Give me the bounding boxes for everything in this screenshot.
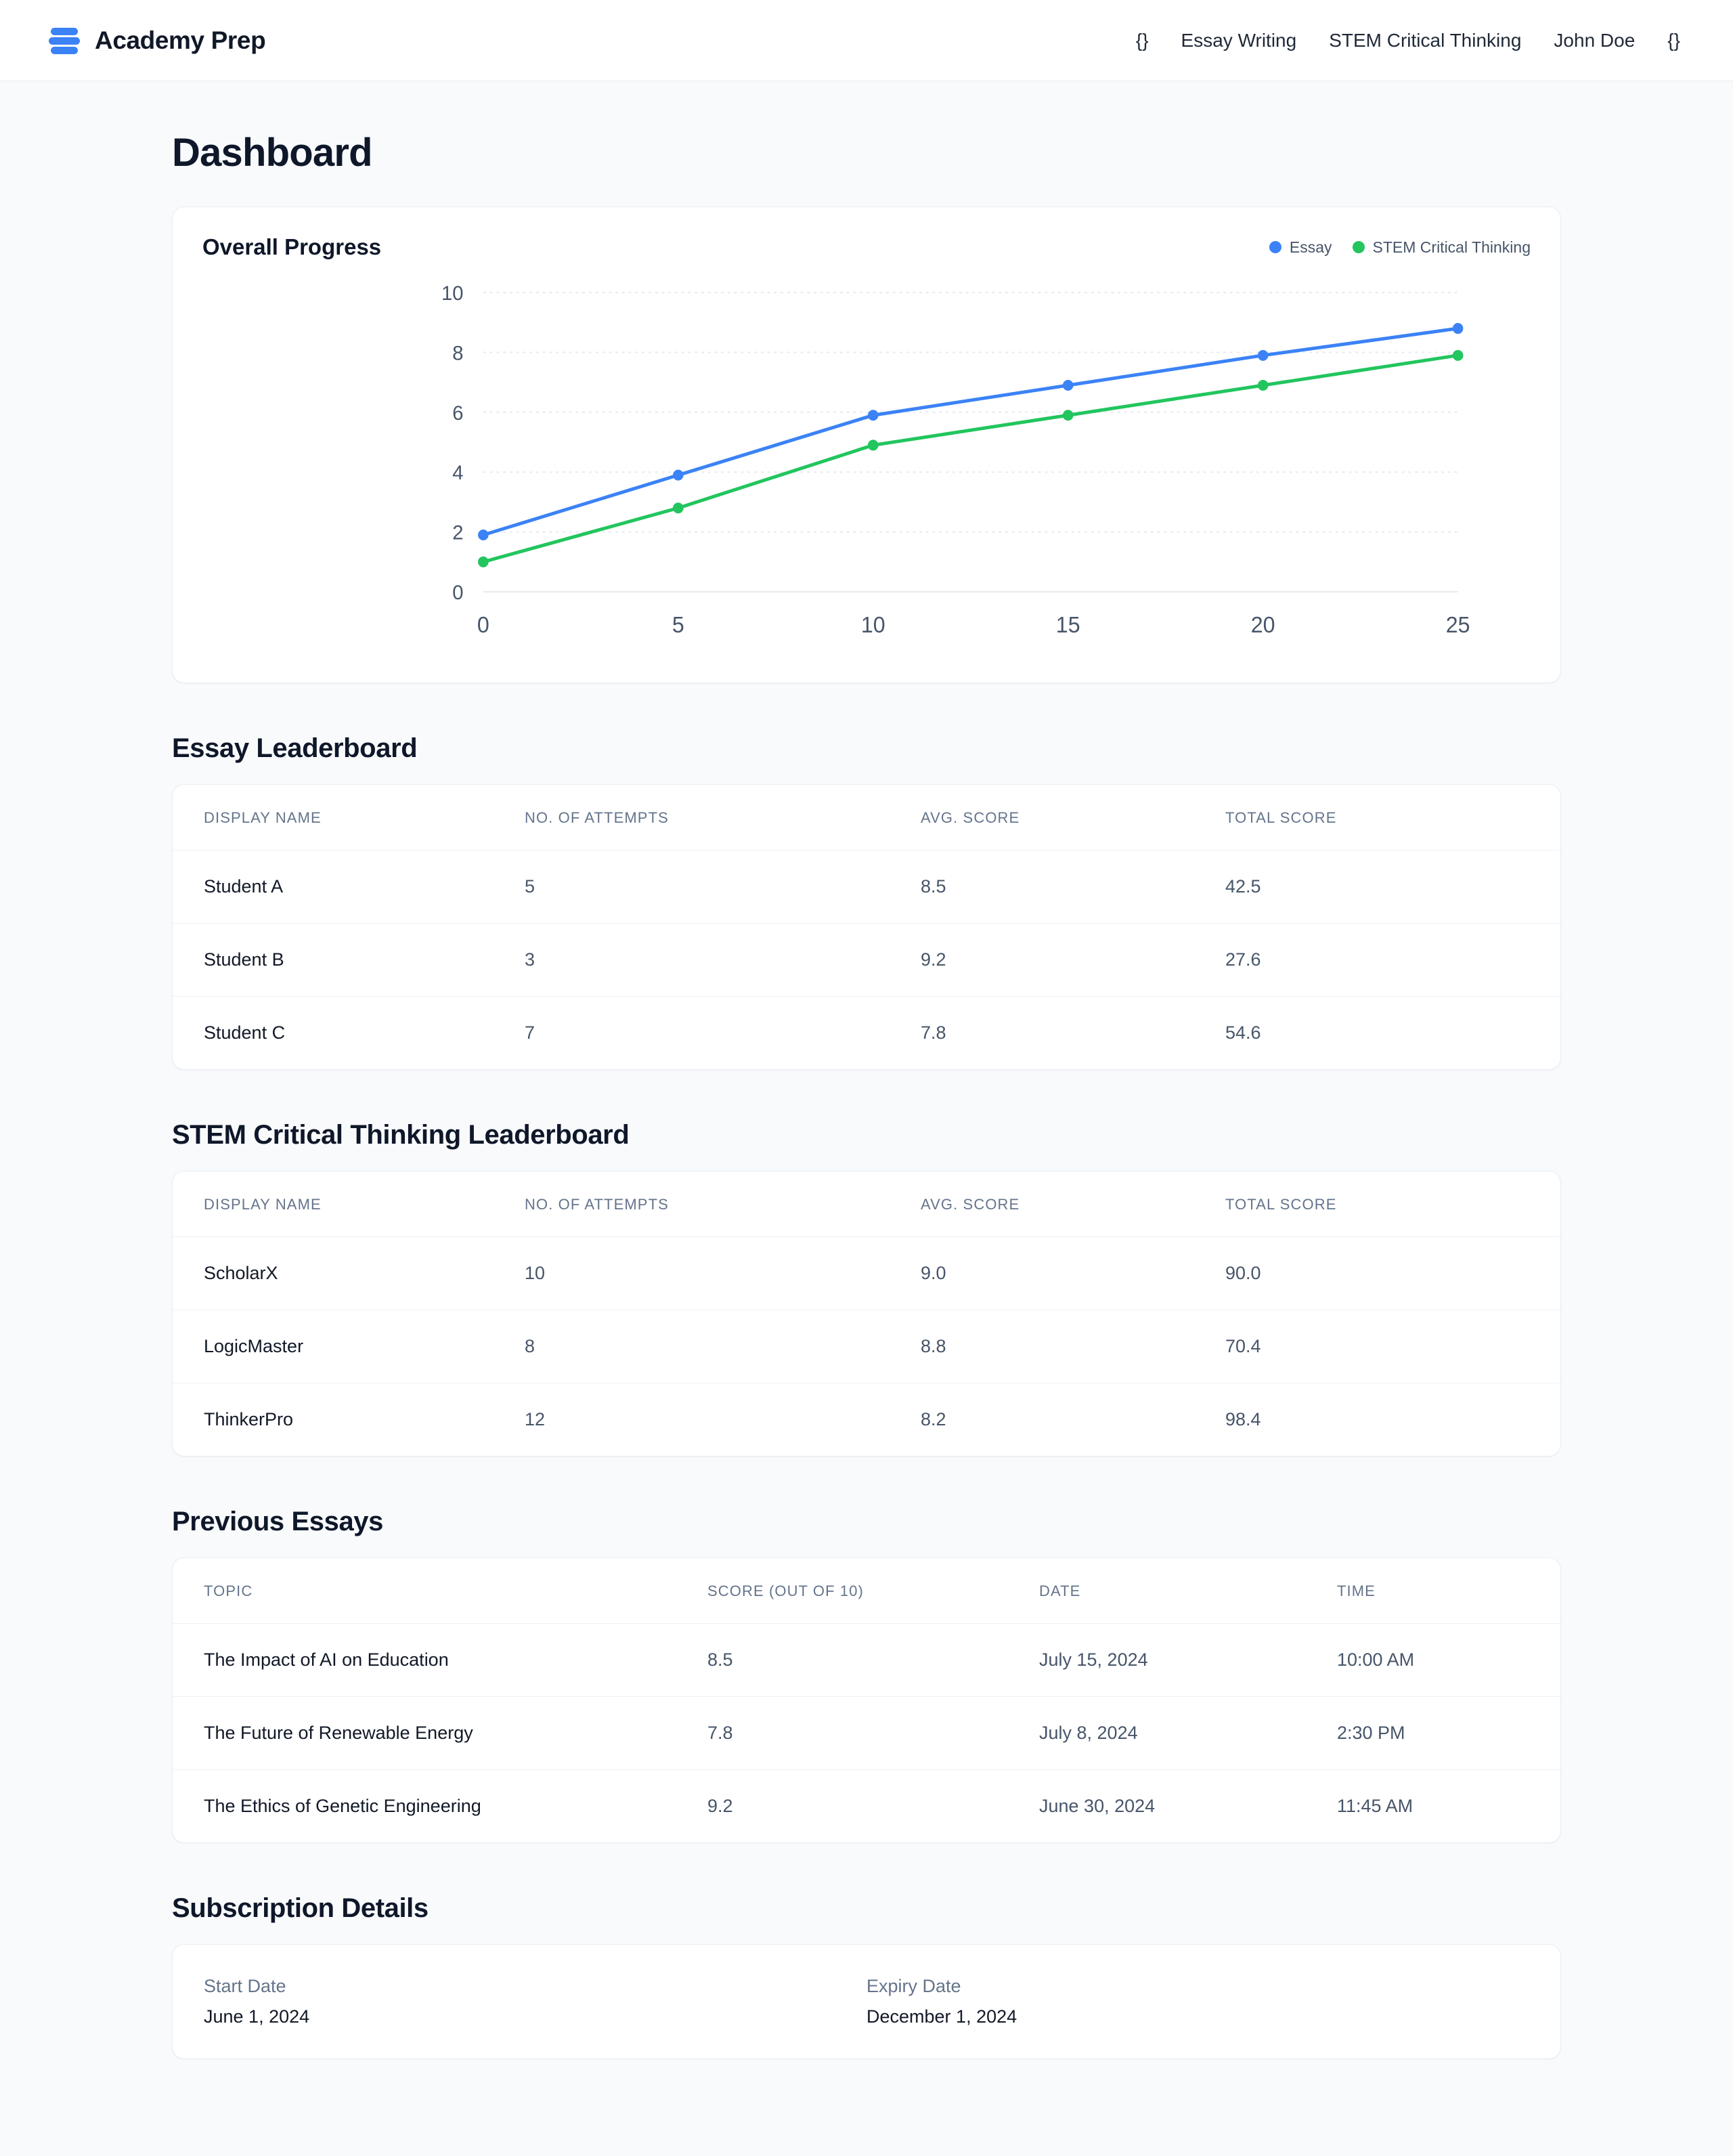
subscription-details-title: Subscription Details bbox=[172, 1893, 429, 1923]
table-header-row bbox=[173, 1558, 1560, 1624]
essay-leaderboard-card bbox=[172, 784, 1561, 1070]
subscription-expiry-value: December 1, 2024 bbox=[866, 2006, 1017, 2027]
cell-avg-score: 7.8 bbox=[921, 1022, 946, 1043]
cell-total-score: 27.6 bbox=[1225, 924, 1560, 997]
svg-text:4: 4 bbox=[452, 461, 464, 485]
cell-display-name: Student A bbox=[173, 850, 525, 924]
table-row bbox=[173, 1310, 1560, 1383]
cell-date: July 8, 2024 bbox=[1039, 1697, 1337, 1770]
table-row bbox=[173, 1697, 1560, 1770]
previous-essays-table bbox=[173, 1558, 1560, 1842]
top-navbar bbox=[0, 0, 1733, 81]
previous-essays-card bbox=[172, 1557, 1561, 1843]
column-header-display-name: DISPLAY NAME bbox=[173, 1171, 525, 1237]
table-header-row bbox=[173, 785, 1560, 850]
cell-topic: The Ethics of Genetic Engineering bbox=[204, 1796, 481, 1816]
cell-avg-score: 9.0 bbox=[921, 1237, 1225, 1310]
cell-display-name: Student C bbox=[204, 1022, 286, 1043]
column-header-avg-score: AVG. SCORE bbox=[921, 1171, 1225, 1237]
cell-date: July 15, 2024 bbox=[1039, 1624, 1337, 1697]
cell-attempts: 8 bbox=[525, 1310, 921, 1383]
cell-attempts: 12 bbox=[525, 1409, 546, 1429]
subscription-expiry-label: Expiry Date bbox=[866, 1976, 961, 1996]
cell-attempts: 3 bbox=[525, 924, 921, 997]
svg-text:0: 0 bbox=[452, 581, 464, 605]
chart-header bbox=[202, 234, 1531, 260]
column-header-total-score: TOTAL SCORE bbox=[1225, 1171, 1560, 1237]
cell-avg-score: 9.2 bbox=[921, 924, 1225, 997]
table-row bbox=[173, 850, 1560, 924]
column-header-topic: TOPIC bbox=[173, 1558, 707, 1624]
svg-text:10: 10 bbox=[860, 611, 885, 638]
legend-label-stem: STEM Critical Thinking bbox=[1372, 238, 1531, 256]
legend-label-essay: Essay bbox=[1289, 238, 1332, 256]
cell-display-name: ThinkerPro bbox=[204, 1409, 294, 1429]
cell-display-name: LogicMaster bbox=[173, 1310, 525, 1383]
nav-item-essay-writing[interactable]: Essay Writing bbox=[1181, 29, 1297, 51]
column-header-total-score: TOTAL SCORE bbox=[1225, 785, 1560, 850]
subscription-details-card bbox=[172, 1944, 1561, 2059]
nav-item-stem-critical-thinking[interactable]: STEM Critical Thinking bbox=[1329, 29, 1522, 51]
svg-text:6: 6 bbox=[452, 402, 464, 425]
cell-total-score: 98.4 bbox=[1225, 1409, 1261, 1429]
cell-avg-score: 8.5 bbox=[921, 850, 1225, 924]
svg-text:5: 5 bbox=[672, 611, 684, 638]
table-row bbox=[173, 924, 1560, 997]
svg-text:0: 0 bbox=[477, 611, 489, 638]
subscription-start-field bbox=[204, 1976, 866, 2027]
column-header-display-name: DISPLAY NAME bbox=[173, 785, 525, 850]
table-row bbox=[173, 1237, 1560, 1310]
previous-essays-title: Previous Essays bbox=[172, 1507, 383, 1536]
table-row bbox=[173, 1383, 1560, 1457]
table-row bbox=[173, 1624, 1560, 1697]
cell-score: 7.8 bbox=[707, 1697, 1039, 1770]
chart-legend bbox=[1269, 238, 1531, 257]
legend-dot-stem bbox=[1353, 241, 1365, 253]
subscription-start-value: June 1, 2024 bbox=[204, 2006, 310, 2027]
cell-attempts: 10 bbox=[525, 1237, 921, 1310]
svg-text:20: 20 bbox=[1250, 611, 1275, 638]
cell-score: 8.5 bbox=[707, 1624, 1039, 1697]
essay-leaderboard-title: Essay Leaderboard bbox=[172, 733, 418, 763]
cell-avg-score: 8.2 bbox=[921, 1409, 946, 1429]
cell-attempts: 7 bbox=[525, 1022, 535, 1043]
cell-time: 2:30 PM bbox=[1337, 1697, 1560, 1770]
cell-time: 11:45 AM bbox=[1337, 1796, 1413, 1816]
column-header-attempts: NO. OF ATTEMPTS bbox=[525, 785, 921, 850]
legend-dot-essay bbox=[1269, 241, 1281, 253]
column-header-time: TIME bbox=[1337, 1558, 1560, 1624]
stem-leaderboard-table bbox=[173, 1171, 1560, 1456]
essay-leaderboard-table bbox=[173, 785, 1560, 1069]
cell-total-score: 54.6 bbox=[1225, 1022, 1261, 1043]
cell-topic: The Future of Renewable Energy bbox=[173, 1697, 707, 1770]
svg-text:2: 2 bbox=[452, 521, 464, 544]
chart-svg bbox=[202, 274, 1531, 660]
page-title: Dashboard bbox=[172, 131, 372, 175]
column-header-score: SCORE (OUT OF 10) bbox=[707, 1558, 1039, 1624]
overall-progress-card bbox=[172, 207, 1561, 683]
cell-time: 10:00 AM bbox=[1337, 1624, 1560, 1697]
cell-score: 9.2 bbox=[707, 1796, 733, 1816]
table-row bbox=[173, 1770, 1560, 1843]
brand-title: Academy Prep bbox=[95, 26, 266, 54]
table-row bbox=[173, 997, 1560, 1070]
user-menu[interactable]: John Doe bbox=[1554, 29, 1636, 51]
cell-date: June 30, 2024 bbox=[1039, 1796, 1156, 1816]
cell-display-name: ScholarX bbox=[173, 1237, 525, 1310]
legend-item-essay bbox=[1269, 238, 1332, 257]
progress-line-chart bbox=[202, 274, 1531, 660]
cell-topic: The Impact of AI on Education bbox=[173, 1624, 707, 1697]
svg-text:25: 25 bbox=[1445, 611, 1470, 638]
cell-total-score: 42.5 bbox=[1225, 850, 1560, 924]
table-header-row bbox=[173, 1171, 1560, 1237]
chart-title: Overall Progress bbox=[202, 234, 382, 259]
svg-text:15: 15 bbox=[1055, 611, 1080, 638]
stem-leaderboard-title: STEM Critical Thinking Leaderboard bbox=[172, 1120, 630, 1150]
nav-links bbox=[1136, 30, 1701, 51]
svg-text:10: 10 bbox=[441, 282, 464, 305]
cell-attempts: 5 bbox=[525, 850, 921, 924]
code-braces-icon-left[interactable]: {} bbox=[1135, 29, 1149, 51]
academy-logo-icon bbox=[49, 25, 80, 56]
cell-total-score: 70.4 bbox=[1225, 1310, 1560, 1383]
code-braces-icon-right[interactable]: {} bbox=[1667, 29, 1680, 51]
subscription-expiry-field bbox=[866, 1976, 1529, 2027]
stem-leaderboard-card bbox=[172, 1171, 1561, 1457]
page-content bbox=[0, 130, 1733, 2059]
column-header-attempts: NO. OF ATTEMPTS bbox=[525, 1171, 921, 1237]
column-header-date: DATE bbox=[1039, 1558, 1337, 1624]
svg-text:8: 8 bbox=[452, 342, 464, 365]
brand[interactable] bbox=[49, 25, 265, 56]
cell-display-name: Student B bbox=[173, 924, 525, 997]
cell-total-score: 90.0 bbox=[1225, 1237, 1560, 1310]
subscription-start-label: Start Date bbox=[204, 1976, 286, 1996]
legend-item-stem bbox=[1353, 238, 1531, 257]
column-header-avg-score: AVG. SCORE bbox=[921, 785, 1225, 850]
cell-avg-score: 8.8 bbox=[921, 1310, 1225, 1383]
